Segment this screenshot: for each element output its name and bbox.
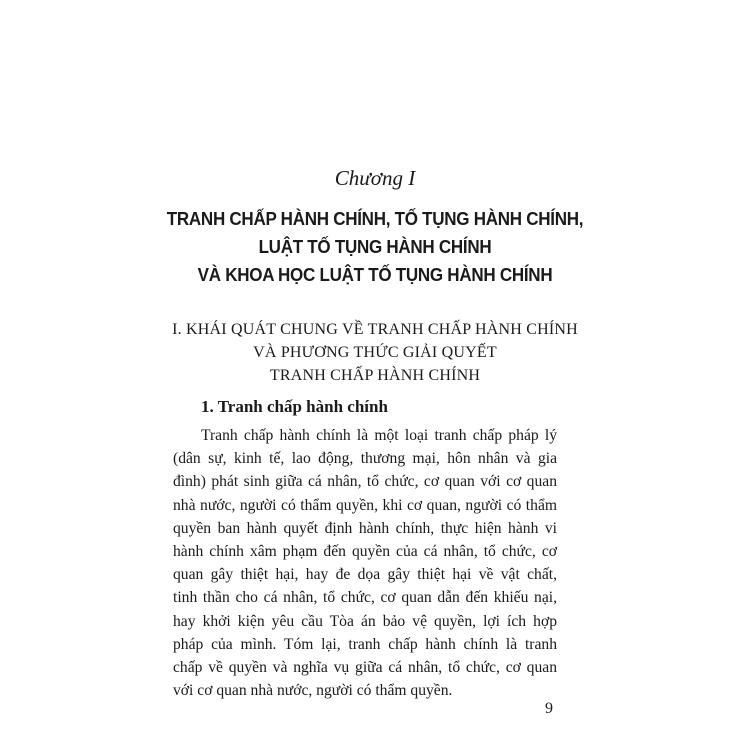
- section-heading: [0, 318, 750, 387]
- paragraph-line: chấp về quyền và nghĩa vụ giữa cá nhân, tổ chức, cơ quan: [173, 659, 557, 677]
- paragraph-line: Tranh chấp hành chính là một loại tranh chấp pháp lý: [201, 427, 557, 444]
- section-heading-line: VÀ PHƯƠNG THỨC GIẢI QUYẾT: [253, 344, 497, 361]
- paragraph-line: đình) phát sinh giữa cá nhân, tổ chức, cơ quan với cơ quan: [173, 473, 557, 491]
- section-heading-line: TRANH CHẤP HÀNH CHÍNH: [269, 367, 481, 384]
- paragraph-line: pháp của mình. Tóm lại, tranh chấp hành chính là tranh: [173, 635, 557, 653]
- chapter-title-line: TRANH CHẤP HÀNH CHÍNH, TỐ TỤNG HÀNH CHÍNH,: [166, 208, 584, 229]
- paragraph-line: hay khởi kiện yêu cầu Tòa án bảo vệ quyền, lợi ích hợp: [173, 612, 557, 630]
- chapter-title-line: VÀ KHOA HỌC LUẬT TỐ TỤNG HÀNH CHÍNH: [197, 264, 553, 285]
- paragraph-line: quyền ban hành quyết định hành chính, thực hiện hành vi: [173, 519, 557, 537]
- paragraph-line: quan gây thiệt hại, hay đe dọa gây thiệt hại về vật chất,: [173, 566, 557, 584]
- chapter-title: [30, 205, 720, 289]
- paragraph-line: hành chính xâm phạm đến quyền của cá nhân, tổ chức, cơ: [173, 543, 557, 561]
- paragraph-line: (dân sự, kinh tế, lao động, thương mại, hôn nhân và gia: [173, 450, 557, 468]
- paragraph-line: tinh thần cho cá nhân, tổ chức, cơ quan dẫn đến khiếu nại,: [173, 589, 557, 607]
- section-heading-line: I. KHÁI QUÁT CHUNG VỀ TRANH CHẤP HÀNH CHÍNH: [172, 321, 578, 338]
- chapter-title-line: LUẬT TỐ TỤNG HÀNH CHÍNH: [258, 236, 492, 257]
- chapter-label: Chương I: [334, 166, 416, 190]
- page-number: 9: [545, 700, 553, 717]
- body-paragraph: [173, 424, 557, 702]
- paragraph-line: nhà nước, người có thẩm quyền, khi cơ quan, người có thẩm: [173, 496, 557, 514]
- subsection-heading: 1. Tranh chấp hành chính: [201, 397, 388, 416]
- paragraph-line: với cơ quan nhà nước, người có thẩm quyền.: [173, 682, 453, 700]
